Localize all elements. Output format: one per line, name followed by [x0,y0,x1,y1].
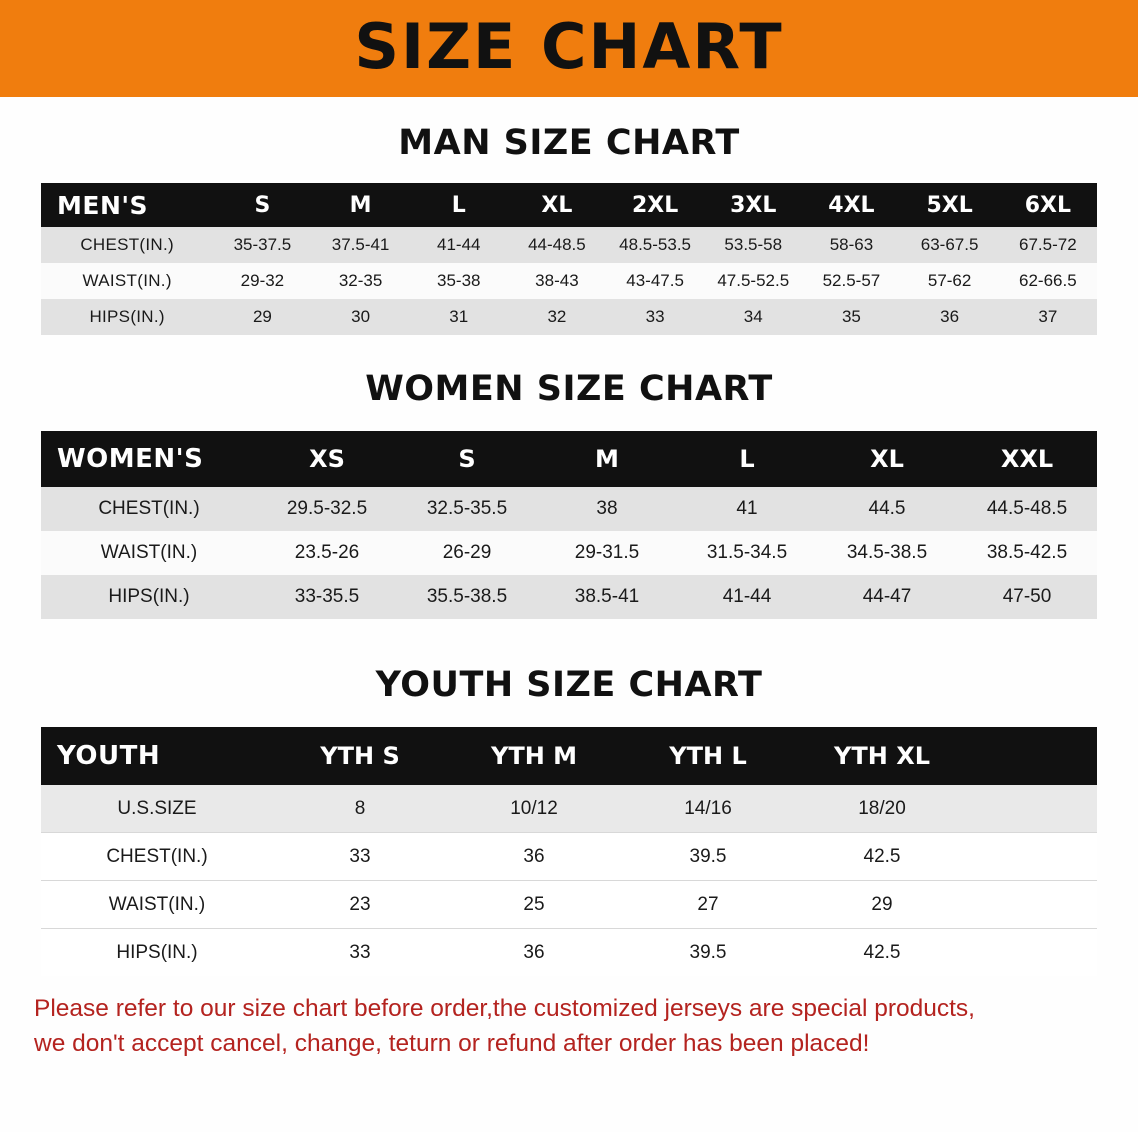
youth-hips-l: 39.5 [621,929,795,977]
man-waist-3xl: 47.5-52.5 [717,271,790,290]
table-row [41,531,1097,575]
man-chest-xl: 44-48.5 [528,235,586,254]
women-col-xs: XS [257,431,397,487]
man-hips-s: 29 [252,307,272,326]
man-col-3xl: 3XL [704,183,802,227]
man-section-title: MAN SIZE CHART [398,123,740,163]
youth-col-spacer [969,727,1097,785]
table-row [41,881,1097,929]
women-chest-m: 38 [596,498,618,519]
man-col-5xl: 5XL [901,183,999,227]
man-hips-3xl: 34 [743,307,763,326]
women-size-table [41,431,1097,619]
man-col-s: S [213,183,311,227]
women-row-header: WOMEN'S [41,431,257,487]
women-chest-s: 32.5-35.5 [426,498,508,519]
man-chest-m: 37.5-41 [331,235,390,254]
table-row [41,227,1097,263]
women-hips-xs: 33-35.5 [294,586,360,607]
women-waist-s: 26-29 [442,542,492,563]
man-hips-2xl: 33 [645,307,665,326]
man-waist-2xl: 43-47.5 [626,271,684,290]
youth-ussize-xl: 18/20 [858,797,906,819]
women-col-xxl: XXL [957,431,1097,487]
women-hips-l: 41-44 [722,586,772,607]
women-hips-s: 35.5-38.5 [426,586,508,607]
man-chest-s: 35-37.5 [233,235,292,254]
man-col-l: L [410,183,508,227]
man-waist-xl: 38-43 [535,271,579,290]
women-chest-xl: 44.5 [868,498,906,519]
women-waist-label: WAIST(IN.) [100,542,198,563]
youth-waist-spacer [969,881,1097,929]
youth-chest-s: 33 [273,833,447,881]
youth-ussize-s: 8 [354,797,366,819]
table-row [41,299,1097,335]
youth-waist-l: 27 [621,881,795,929]
youth-chest-l: 39.5 [621,833,795,881]
youth-section-title: YOUTH SIZE CHART [375,665,763,705]
man-chest-label: CHEST(IN.) [80,235,174,254]
man-hips-label: HIPS(IN.) [89,307,165,326]
women-chest-xxl: 44.5-48.5 [986,498,1068,519]
women-chest-label: CHEST(IN.) [98,498,200,519]
youth-waist-label: WAIST(IN.) [41,881,273,929]
man-waist-label: WAIST(IN.) [82,271,172,290]
women-col-l: L [677,431,817,487]
table-row [41,575,1097,619]
man-waist-6xl: 62-66.5 [1019,271,1077,290]
policy-note-line-1: Please refer to our size chart before order,the customized jerseys are special products, [34,995,975,1022]
women-waist-xxl: 38.5-42.5 [986,542,1068,563]
man-chest-3xl: 53.5-58 [724,235,783,254]
man-waist-5xl: 57-62 [927,271,972,290]
youth-waist-s: 23 [273,881,447,929]
women-waist-l: 31.5-34.5 [706,542,788,563]
youth-chest-m: 36 [447,833,621,881]
man-hips-l: 31 [449,307,469,326]
women-section-title: WOMEN SIZE CHART [365,369,773,409]
policy-note [34,992,1104,1062]
women-hips-m: 38.5-41 [574,586,640,607]
women-col-m: M [537,431,677,487]
youth-chest-label: CHEST(IN.) [41,833,273,881]
women-chest-xs: 29.5-32.5 [286,498,368,519]
man-waist-m: 32-35 [338,271,383,290]
youth-row-header: YOUTH [41,727,273,785]
youth-col-s: YTH S [273,727,447,785]
man-chest-4xl: 58-63 [829,235,874,254]
women-waist-m: 29-31.5 [574,542,640,563]
man-hips-6xl: 37 [1038,307,1058,326]
man-chest-l: 41-44 [437,235,481,254]
women-col-s: S [397,431,537,487]
youth-waist-xl: 29 [795,881,969,929]
man-col-xl: XL [508,183,606,227]
youth-size-table [41,727,1097,976]
youth-col-l: YTH L [621,727,795,785]
man-col-4xl: 4XL [802,183,900,227]
table-row [41,487,1097,531]
man-col-m: M [311,183,409,227]
table-header-row [41,727,1097,785]
man-col-6xl: 6XL [999,183,1097,227]
women-hips-xxl: 47-50 [1002,586,1052,607]
policy-note-line-2: we don't accept cancel, change, teturn or refund after order has been placed! [34,1029,870,1057]
table-row [41,785,1097,833]
women-hips-xl: 44-47 [862,586,912,607]
youth-waist-m: 25 [447,881,621,929]
youth-hips-m: 36 [447,929,621,977]
youth-col-m: YTH M [447,727,621,785]
youth-ussize-l: 14/16 [684,797,732,819]
women-waist-xl: 34.5-38.5 [846,542,928,563]
man-hips-4xl: 35 [841,307,861,326]
man-hips-5xl: 36 [940,307,960,326]
man-chest-2xl: 48.5-53.5 [619,235,691,254]
youth-ussize-label: U.S.SIZE [117,797,197,819]
youth-hips-label: HIPS(IN.) [41,929,273,977]
youth-chest-spacer [969,833,1097,881]
man-row-header: MEN'S [41,183,213,227]
man-waist-4xl: 52.5-57 [822,271,881,290]
women-col-xl: XL [817,431,957,487]
women-waist-xs: 23.5-26 [294,542,360,563]
man-chest-6xl: 67.5-72 [1019,235,1077,254]
youth-ussize-spacer [969,785,1097,833]
table-row [41,929,1097,977]
man-chest-5xl: 63-67.5 [920,235,979,254]
youth-chest-xl: 42.5 [795,833,969,881]
man-hips-m: 30 [351,307,371,326]
table-header-row [41,183,1097,227]
man-waist-l: 35-38 [437,271,481,290]
page-title: SIZE CHART [354,9,784,83]
women-hips-label: HIPS(IN.) [108,586,190,607]
man-waist-s: 29-32 [240,271,285,290]
youth-ussize-m: 10/12 [510,797,558,819]
man-hips-xl: 32 [547,307,567,326]
page-banner [0,0,1138,97]
youth-hips-spacer [969,929,1097,977]
man-size-table [41,183,1097,335]
women-chest-l: 41 [736,498,758,519]
table-row [41,263,1097,299]
youth-hips-xl: 42.5 [795,929,969,977]
man-col-2xl: 2XL [606,183,704,227]
table-row [41,833,1097,881]
youth-hips-s: 33 [273,929,447,977]
table-header-row [41,431,1097,487]
youth-col-xl: YTH XL [795,727,969,785]
